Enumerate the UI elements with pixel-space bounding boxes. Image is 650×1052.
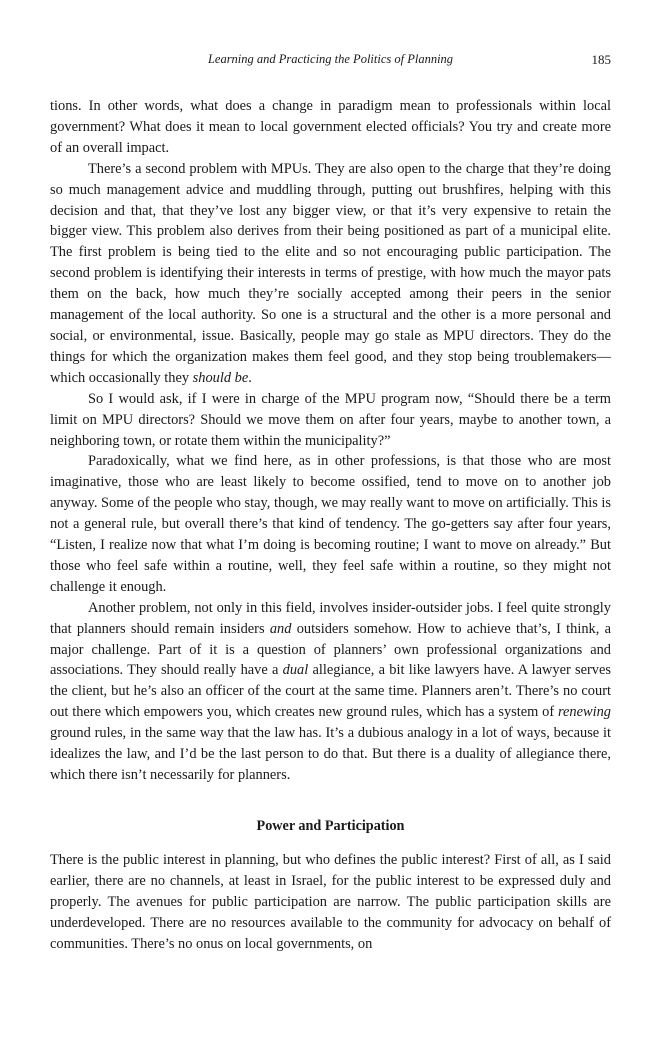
paragraph	[50, 159, 611, 389]
emphasis-text: and	[269, 620, 292, 637]
section-heading: Power and Participation	[256, 817, 405, 834]
text-run: outsiders somehow. How to achieve that’s, I think, a major challenge. Part of it is a question of planners’ own professional organizations and associations. They should really have a	[50, 620, 611, 679]
text-run: ground rules, in the same way that the law has. It’s a dubious analogy in a lot of ways, because it idealizes the law, and I’d be the last person to do that. But there is a duality of allegiance there, which there isn’t necessarily for planners.	[50, 725, 611, 783]
text-run: There’s a second problem with MPUs. They are also open to the charge that they’re doing so much management advice and muddling through, putting out brushfires, helping with this decision and that, that they’ve lost any bigger view, or that it’s very expensive to retain the bigger view. This problem also derives from their being positioned as part of a municipal elite. The first problem is being tied to the elite and so not encouraging public participation. The second problem is identifying their interests in terms of prestige, with how much the mayor pats them on the back, how much they’re socially accepted among their peers in the senior management of the local authority. So one is a structural and the other is a more personal and social, or environmental, issue. Basically, people may go stale as MPU directors. They do the things for which the organization makes them feel good, and they stop being troublemakers—which occasionally they	[50, 160, 611, 386]
page-header	[50, 52, 611, 70]
paragraph	[50, 598, 611, 786]
paragraph	[50, 96, 611, 159]
paragraph	[50, 451, 611, 597]
emphasis-text: should be	[192, 369, 249, 386]
text-run: .	[248, 369, 252, 386]
text-run: tions. In other words, what does a change in paradigm mean to professionals within local government? What does it mean to local government elected officials? You try and create more of an overall impact.	[50, 98, 611, 156]
paragraph	[50, 389, 611, 452]
text-run: allegiance, a bit like lawyers have. A lawyer serves the client, but he’s also an officer of the court at the same time. Planners aren’t. There’s no court out there which empowers you, which creates new ground rules, which has a system of	[50, 662, 611, 721]
text-run: Paradoxically, what we find here, as in other professions, is that those who are most imaginative, those who are least likely to become ossified, tend to move on to another job anyway. Some of the people who stay, though, we may really want to move on artificially. This is not a general rule, but overall there’s that kind of tendency. The go-getters say after four years, “Listen, I realize now that what I’m doing is becoming routine; I want to move on already.” But those who feel safe within a routine, well, they feel safe within a routine, so they might not challenge it enough.	[50, 453, 611, 595]
page-body	[50, 96, 611, 954]
emphasis-text: renewing	[557, 704, 611, 721]
text-run: There is the public interest in planning, but who defines the public interest? First of all, as I said earlier, there are no channels, at least in Israel, for the public interest to be expressed duly and properly. The avenues for public participation are narrow. The public participation skills are underdeveloped. There are no resources available to the community for advocacy on behalf of communities. There’s no onus on local governments, on	[50, 851, 611, 952]
text-run: Another problem, not only in this field, involves insider-outsider jobs. I feel quite strongly that planners should remain insiders	[50, 599, 611, 637]
body-paragraphs	[50, 96, 611, 786]
paragraph	[50, 850, 611, 955]
page-number: 185	[591, 52, 611, 67]
section-paragraphs	[50, 850, 611, 955]
emphasis-text: dual	[282, 662, 309, 679]
text-run: So I would ask, if I were in charge of the MPU program now, “Should there be a term limit on MPU directors? Should we move them on after four years, maybe to another town, a neighboring town, or rotate them within the municipality?”	[50, 390, 611, 449]
running-head: Learning and Practicing the Politics of Planning	[207, 52, 454, 66]
